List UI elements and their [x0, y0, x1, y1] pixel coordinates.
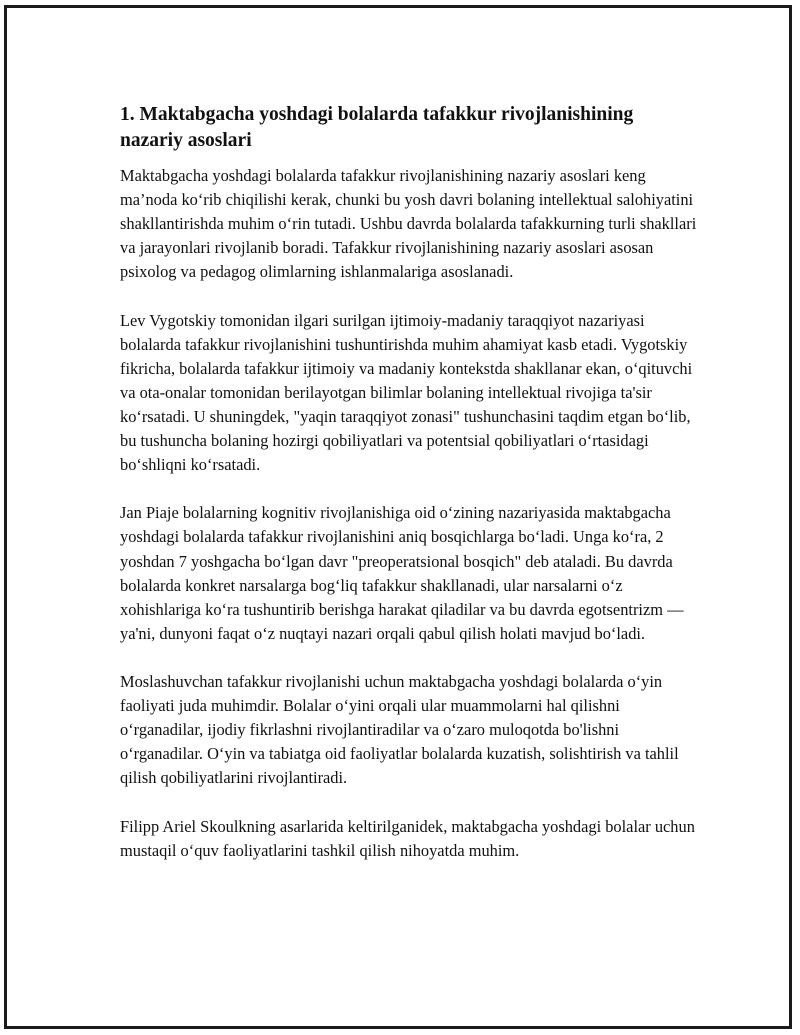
paragraph-play: Moslashuvchan tafakkur rivojlanishi uchun maktabgacha yoshdagi bolalarda o‘yin faoliyati juda muhimdir. Bolalar o‘yini orqali ular muammolarni hal qilishni o‘rganadilar, ijodiy fikrlashni rivojlantiradilar va o‘zaro muloqotda bo'lishni o‘rganadilar. O‘yin va tabiatga oid faoliyatlar bolalarda kuzatish, solishtirish va tahlil qilish qobiliyatlarini rivojlantiradi. — [120, 671, 679, 788]
paragraph-skoulk: Filipp Ariel Skoulkning asarlarida keltirilganidek, maktabgacha yoshdagi bolalar uchun mustaqil o‘quv faoliyatlarini tashkil qilish nihoyatda muhim. — [120, 816, 695, 860]
section-heading: 1. Maktabgacha yoshdagi bolalarda tafakkur rivojlanishining nazariy asoslari — [120, 104, 634, 151]
paragraph-piaget: Jan Piaje bolalarning kognitiv rivojlanishiga oid o‘zining nazariyasida maktabgacha yoshdagi bolalarda tafakkur rivojlanishini aniq bosqichlarga bo‘ladi. Unga ko‘ra, 2 yoshdan 7 yoshgacha bo‘lgan davr "preoperatsional bosqich" deb ataladi. Bu davrda bolalarda konkret narsalarga bog‘liq tafakkur shakllanadi, ular narsalarni o‘z xohishlariga ko‘ra tushuntirib berishga harakat qiladilar va bu davrda egotsentrizm — ya'ni, dunyoni faqat o‘z nuqtayi nazari orqali qabul qilish holati mavjud bo‘ladi. — [120, 503, 684, 643]
document-body — [120, 102, 700, 887]
paragraph-intro: Maktabgacha yoshdagi bolalarda tafakkur rivojlanishining nazariy asoslari keng ma’noda ko‘rib chiqilishi kerak, chunki bu yosh davri bolaning intellektual salohiyatini shakllantirishda muhim o‘rin tutadi. Ushbu davrda bolalarda tafakkurning turli shakllari va jarayonlari rivojlanib boradi. Tafakkur rivojlanishining nazariy asoslari asosan psixolog va pedagog olimlarning ishlanmalariga asoslanadi. — [120, 166, 697, 282]
paragraph-vygotsky: Lev Vygotskiy tomonidan ilgari surilgan ijtimoiy-madaniy taraqqiyot nazariyasi bolalarda tafakkur rivojlanishini tushuntirishda muhim ahamiyat kasb etadi. Vygotskiy fikricha, bolalarda tafakkur ijtimoiy va madaniy kontekstda shakllanar ekan, o‘qituvchi va ota-onalar tomonidan berilayotgan bilimlar bolaning intellektual rivojiga ta'sir ko‘rsatadi. U shuningdek, "yaqin taraqqiyot zonasi" tushunchasini taqdim etgan bo‘lib, bu tushuncha bolaning hozirgi qobiliyatlari va potentsial qobiliyatlari o‘rtasidagi bo‘shliqni ko‘rsatadi. — [120, 310, 693, 475]
page-frame — [4, 5, 792, 1029]
